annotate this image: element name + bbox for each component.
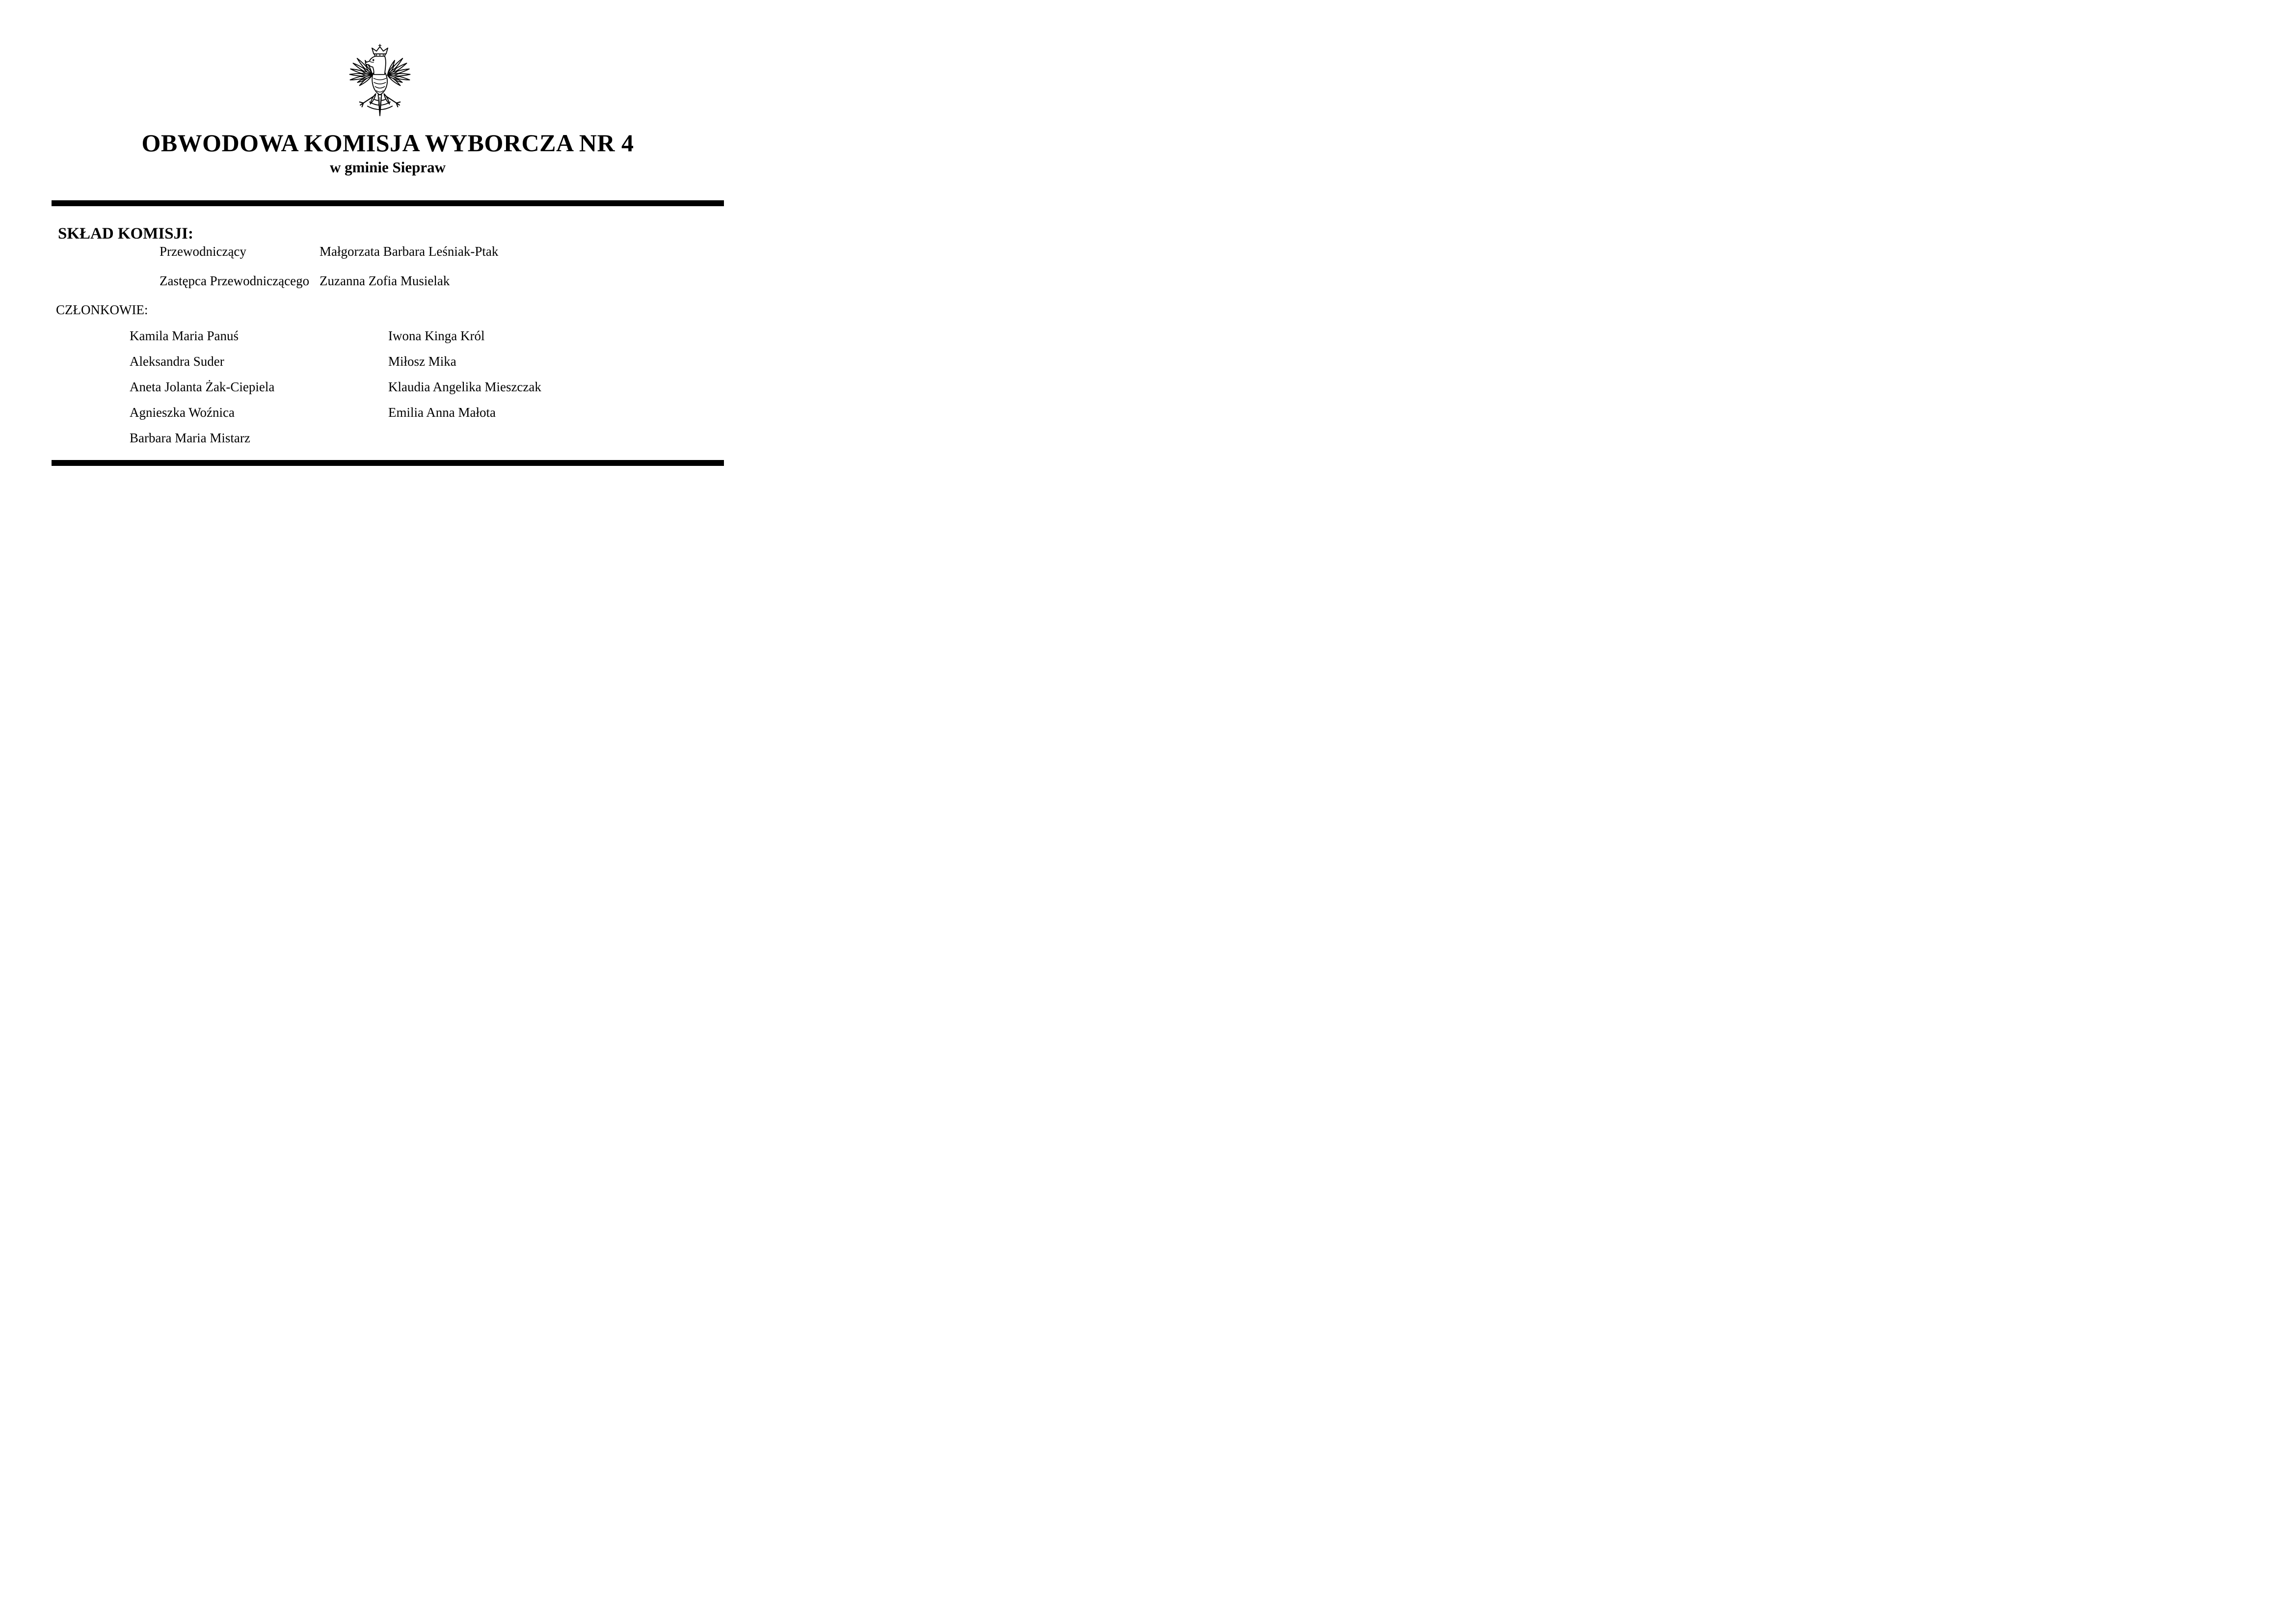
officer-name: Zuzanna Zofia Musielak	[320, 273, 450, 288]
document-page	[0, 0, 765, 541]
document-title: OBWODOWA KOMISJA WYBORCZA NR 4	[141, 129, 634, 157]
members-heading: CZŁONKOWIE:	[56, 302, 148, 317]
member-name: Iwona Kinga Król	[388, 328, 485, 343]
member-name: Kamila Maria Panuś	[130, 328, 239, 343]
member-name: Barbara Maria Mistarz	[130, 431, 250, 445]
officer-row	[160, 274, 498, 304]
member-name: Klaudia Angelika Mieszczak	[388, 379, 541, 394]
member-name: Emilia Anna Małota	[388, 405, 496, 420]
polish-eagle-emblem-icon	[346, 43, 414, 118]
members-list-right	[388, 329, 541, 432]
officer-row	[160, 245, 498, 274]
officer-name: Małgorzata Barbara Leśniak-Ptak	[320, 244, 499, 259]
member-name: Agnieszka Woźnica	[130, 405, 235, 420]
officers-list	[160, 245, 498, 304]
composition-heading: SKŁAD KOMISJI:	[58, 225, 193, 243]
top-divider-rule	[52, 200, 724, 206]
officer-role-label: Zastępca Przewodniczącego	[160, 273, 310, 288]
bottom-divider-rule	[52, 460, 724, 466]
members-list-left	[130, 329, 274, 457]
member-name: Aleksandra Suder	[130, 354, 224, 369]
document-subtitle: w gminie Siepraw	[330, 159, 446, 176]
member-name: Aneta Jolanta Żak-Ciepiela	[130, 379, 275, 394]
member-name: Miłosz Mika	[388, 354, 456, 369]
officer-role-label: Przewodniczący	[160, 244, 246, 259]
